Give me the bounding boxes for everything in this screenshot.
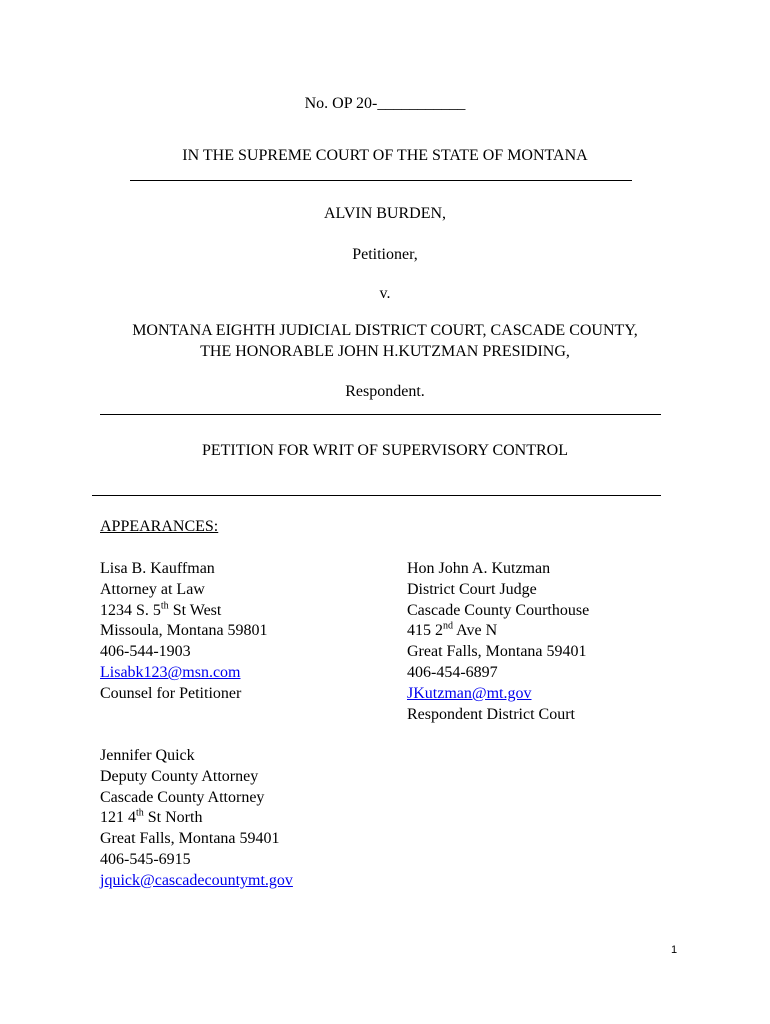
respondent-line-1: MONTANA EIGHTH JUDICIAL DISTRICT COURT, CASCADE COUNTY, <box>132 322 638 339</box>
document-title: PETITION FOR WRIT OF SUPERVISORY CONTROL <box>201 442 568 459</box>
county-attorney-street: 121 4th St North <box>100 808 203 827</box>
judge-email-link[interactable]: JKutzman@mt.gov <box>407 684 532 702</box>
respondent-line-2: THE HONORABLE JOHN H.KUTZMAN PRESIDING, <box>200 343 570 360</box>
county-attorney-block <box>100 746 293 892</box>
courthouse-city: Great Falls, Montana 59401 <box>407 643 587 661</box>
case-number: No. OP 20-___________ <box>304 95 466 112</box>
respondent-block <box>407 559 589 725</box>
caption-divider-bottom <box>100 414 661 415</box>
county-attorney-office: Cascade County Attorney <box>100 788 265 806</box>
respondent-role-label: Respondent District Court <box>407 705 575 723</box>
petitioner-counsel-block <box>100 559 268 705</box>
courthouse-name: Cascade County Courthouse <box>407 601 590 619</box>
title-divider <box>92 495 661 496</box>
petitioner-name: ALVIN BURDEN, <box>323 205 447 222</box>
judge-phone: 406-454-6897 <box>407 663 498 681</box>
page-number: 1 <box>671 944 678 956</box>
caption-divider-top <box>130 180 632 181</box>
judge-name: Hon John A. Kutzman <box>407 560 551 577</box>
counsel-role: Counsel for Petitioner <box>100 684 242 702</box>
counsel-street: 1234 S. 5th St West <box>100 600 222 619</box>
county-attorney-city: Great Falls, Montana 59401 <box>100 830 280 848</box>
counsel-email-link[interactable]: Lisabk123@msn.com <box>100 663 241 681</box>
counsel-title: Attorney at Law <box>100 580 205 598</box>
counsel-city: Missoula, Montana 59801 <box>100 622 268 640</box>
counsel-phone: 406-544-1903 <box>100 643 191 661</box>
county-attorney-email-link[interactable]: jquick@cascadecountymt.gov <box>100 871 293 889</box>
petitioner-role: Petitioner, <box>352 246 418 263</box>
counsel-name: Lisa B. Kauffman <box>100 560 215 577</box>
respondent-role: Respondent. <box>345 383 425 400</box>
versus: v. <box>379 285 391 302</box>
county-attorney-title: Deputy County Attorney <box>100 767 259 785</box>
county-attorney-phone: 406-545-6915 <box>100 850 191 868</box>
appearances-heading: APPEARANCES: <box>100 518 219 535</box>
county-attorney-name: Jennifer Quick <box>100 747 195 764</box>
court-name: IN THE SUPREME COURT OF THE STATE OF MONTANA <box>182 147 588 164</box>
courthouse-street: 415 2nd Ave N <box>407 621 498 640</box>
judge-title: District Court Judge <box>407 580 537 598</box>
